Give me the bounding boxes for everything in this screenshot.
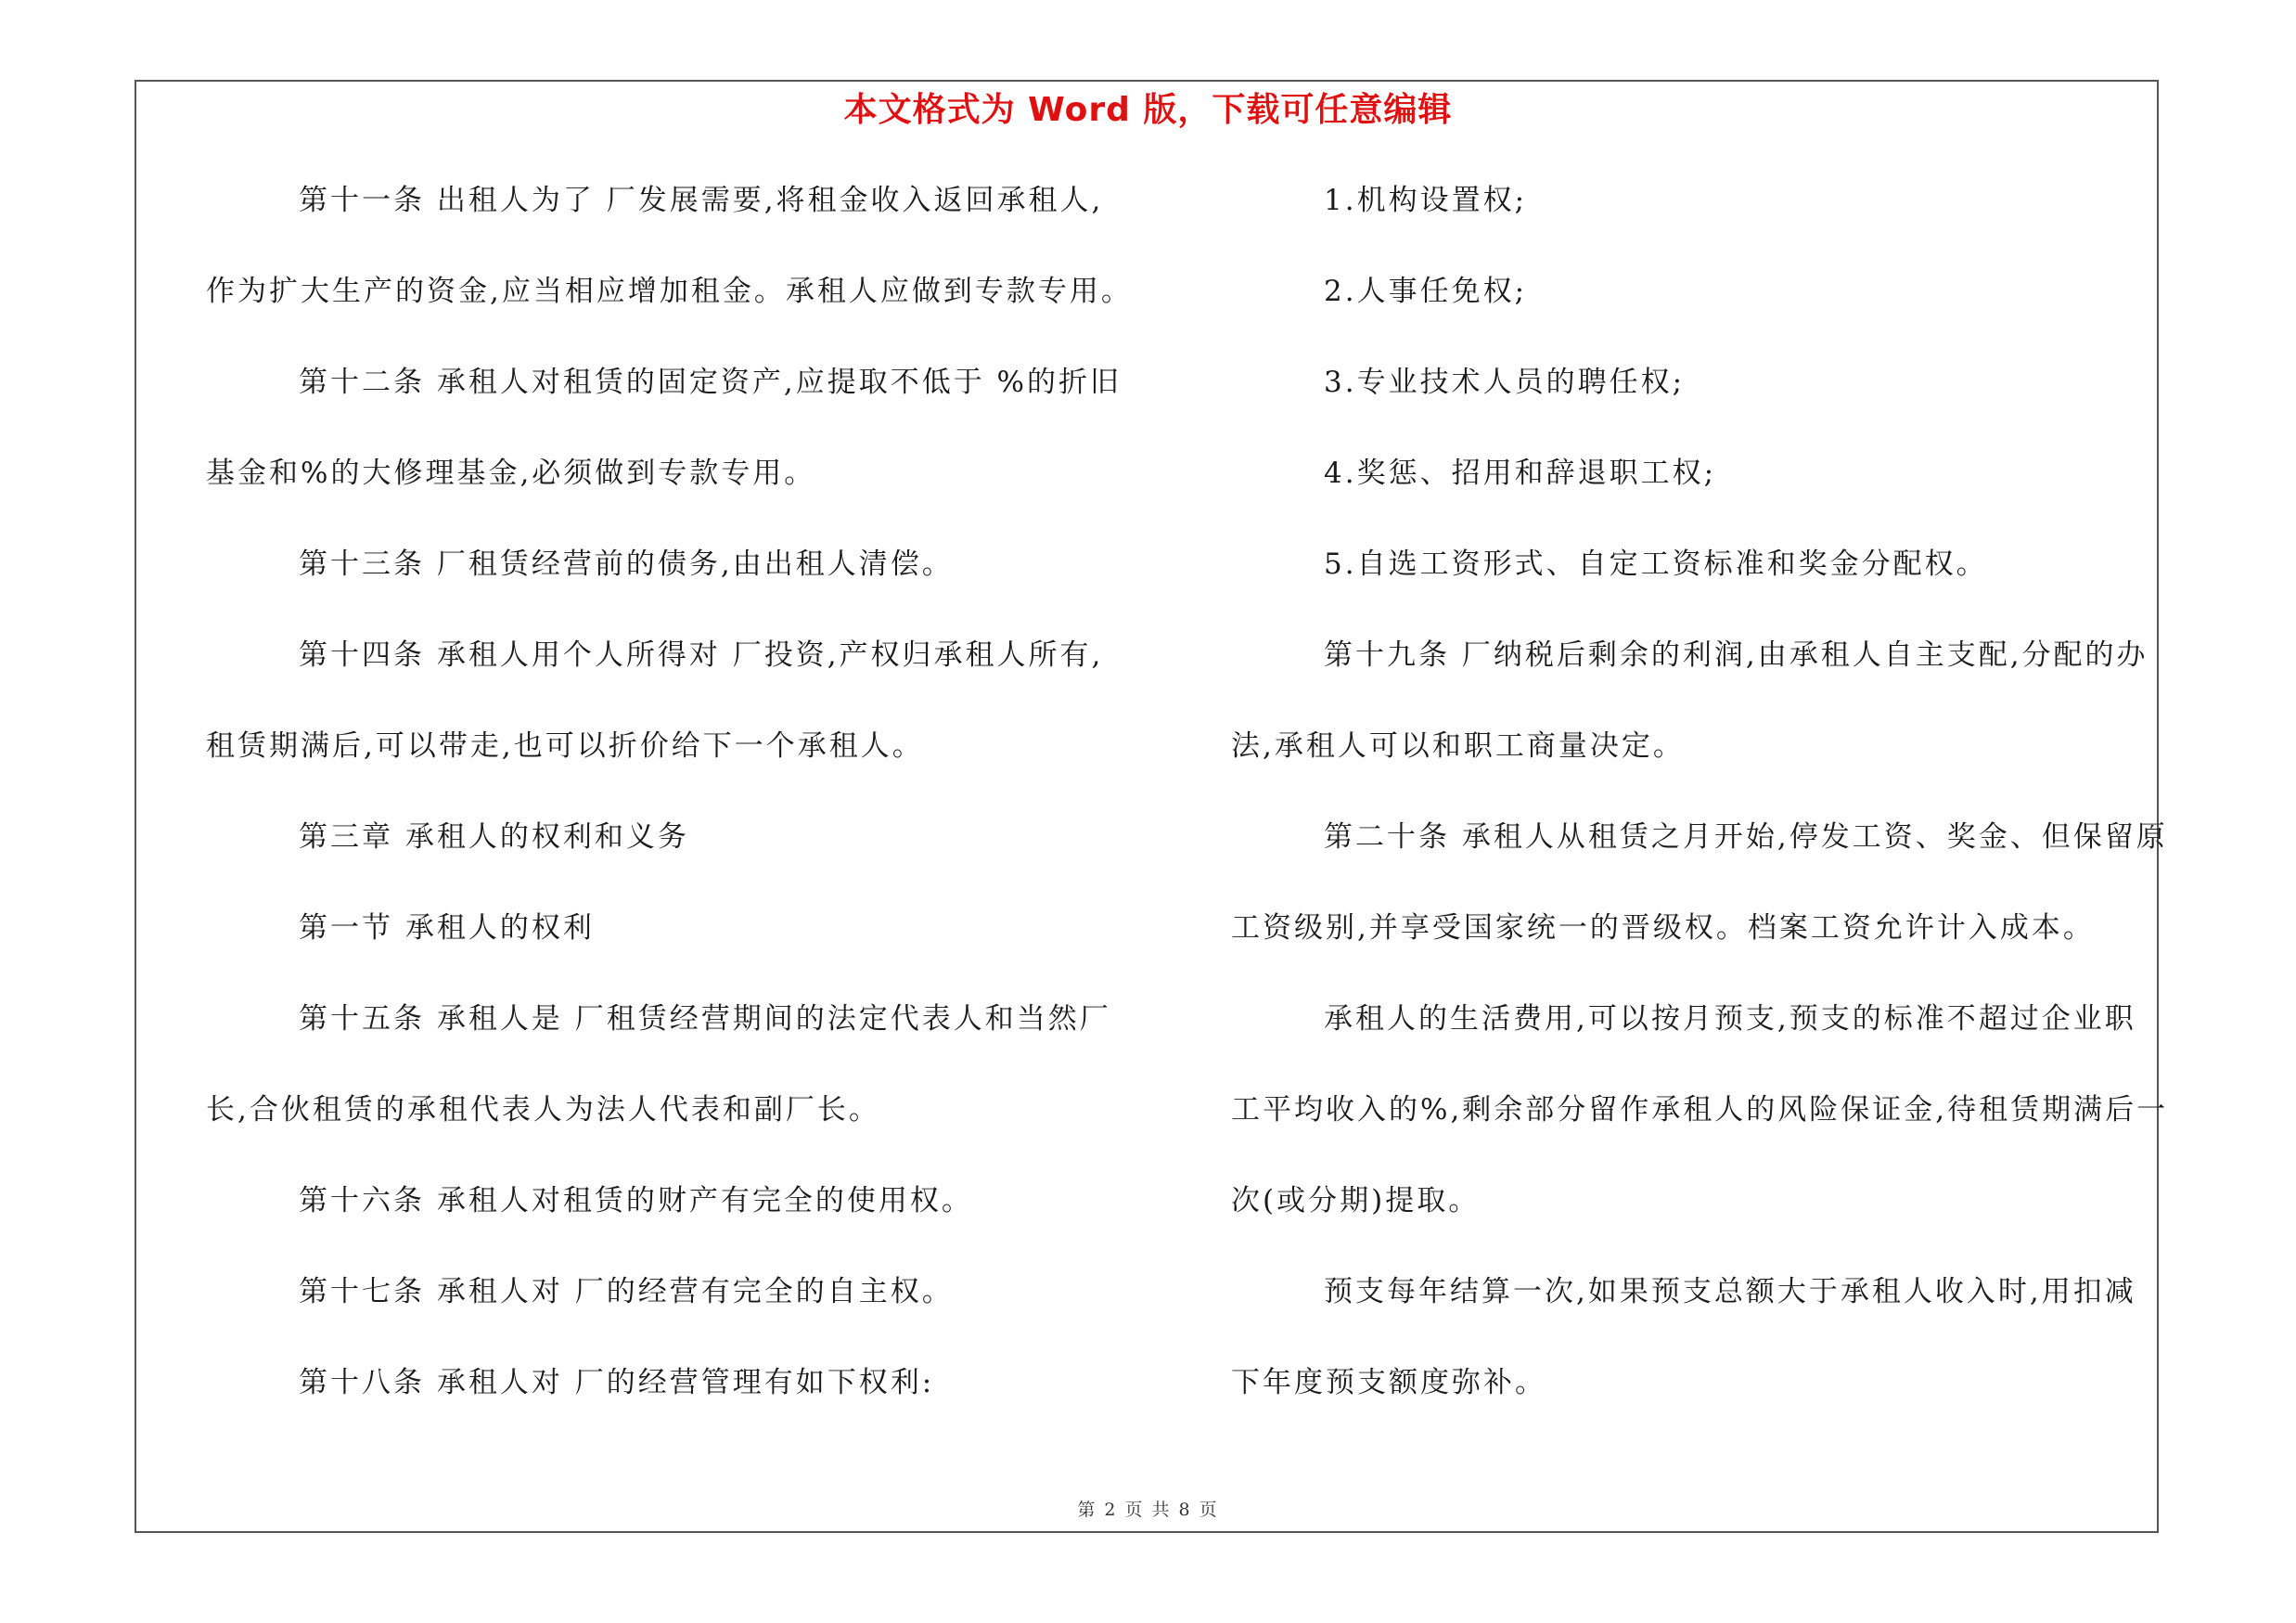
paragraph-line: 第十九条 厂纳税后剩余的利润,由承租人自主支配,分配的办: [1324, 638, 2148, 672]
paragraph-line: 基金和%的大修理基金,必须做到专款专用。: [206, 457, 816, 490]
paragraph-line: 第十一条 出租人为了 厂发展需要,将租金收入返回承租人,: [299, 184, 1104, 217]
page-number: 第 2 页 共 8 页: [1077, 1500, 1219, 1520]
paragraph-line: 第十七条 承租人对 厂的经营有完全的自主权。: [299, 1275, 954, 1308]
list-item: 3.专业技术人员的聘任权;: [1324, 366, 1686, 399]
editable-banner: 本文格式为 Word 版，下载可任意编辑: [843, 91, 1453, 129]
paragraph-line: 第十三条 厂租赁经营前的债务,由出租人清偿。: [299, 547, 954, 581]
paragraph-line: 法,承租人可以和职工商量决定。: [1231, 729, 1685, 763]
paragraph-line: 预支每年结算一次,如果预支总额大于承租人收入时,用扣减: [1324, 1275, 2136, 1308]
paragraph-line: 承租人的生活费用,可以按月预支,预支的标准不超过企业职: [1324, 1002, 2136, 1036]
paragraph-line: 长,合伙租赁的承租代表人为法人代表和副厂长。: [206, 1093, 880, 1127]
paragraph-line: 第十六条 承租人对租赁的财产有完全的使用权。: [299, 1184, 973, 1217]
list-item: 1.机构设置权;: [1324, 184, 1528, 217]
paragraph-line: 租赁期满后,可以带走,也可以折价给下一个承租人。: [206, 729, 924, 763]
paragraph-line: 次(或分期)提取。: [1231, 1184, 1481, 1217]
paragraph-line: 第二十条 承租人从租赁之月开始,停发工资、奖金、但保留原: [1324, 820, 2168, 854]
right-column: [1231, 182, 2169, 1455]
paragraph-line: 第十五条 承租人是 厂租赁经营期间的法定代表人和当然厂: [299, 1002, 1111, 1036]
list-item: 4.奖惩、招用和辞退职工权;: [1324, 457, 1717, 490]
left-column: [206, 182, 1133, 1455]
list-item: 5.自选工资形式、自定工资标准和奖金分配权。: [1324, 547, 1988, 581]
paragraph-line: 第十四条 承租人用个人所得对 厂投资,产权归承租人所有,: [299, 638, 1104, 672]
paragraph-line: 作为扩大生产的资金,应当相应增加租金。承租人应做到专款专用。: [206, 275, 1133, 308]
paragraph-line: 工资级别,并享受国家统一的晋级权。档案工资允许计入成本。: [1231, 911, 2095, 945]
list-item: 2.人事任免权;: [1324, 275, 1528, 308]
paragraph-line: 工平均收入的%,剩余部分留作承租人的风险保证金,待租赁期满后一: [1231, 1093, 2169, 1127]
paragraph-line: 第十二条 承租人对租赁的固定资产,应提取不低于 %的折旧: [299, 366, 1122, 399]
section-heading: 第一节 承租人的权利: [299, 911, 595, 945]
chapter-heading: 第三章 承租人的权利和义务: [299, 820, 689, 854]
paragraph-line: 下年度预支额度弥补。: [1231, 1366, 1546, 1399]
paragraph-line: 第十八条 承租人对 厂的经营管理有如下权利:: [299, 1366, 935, 1399]
